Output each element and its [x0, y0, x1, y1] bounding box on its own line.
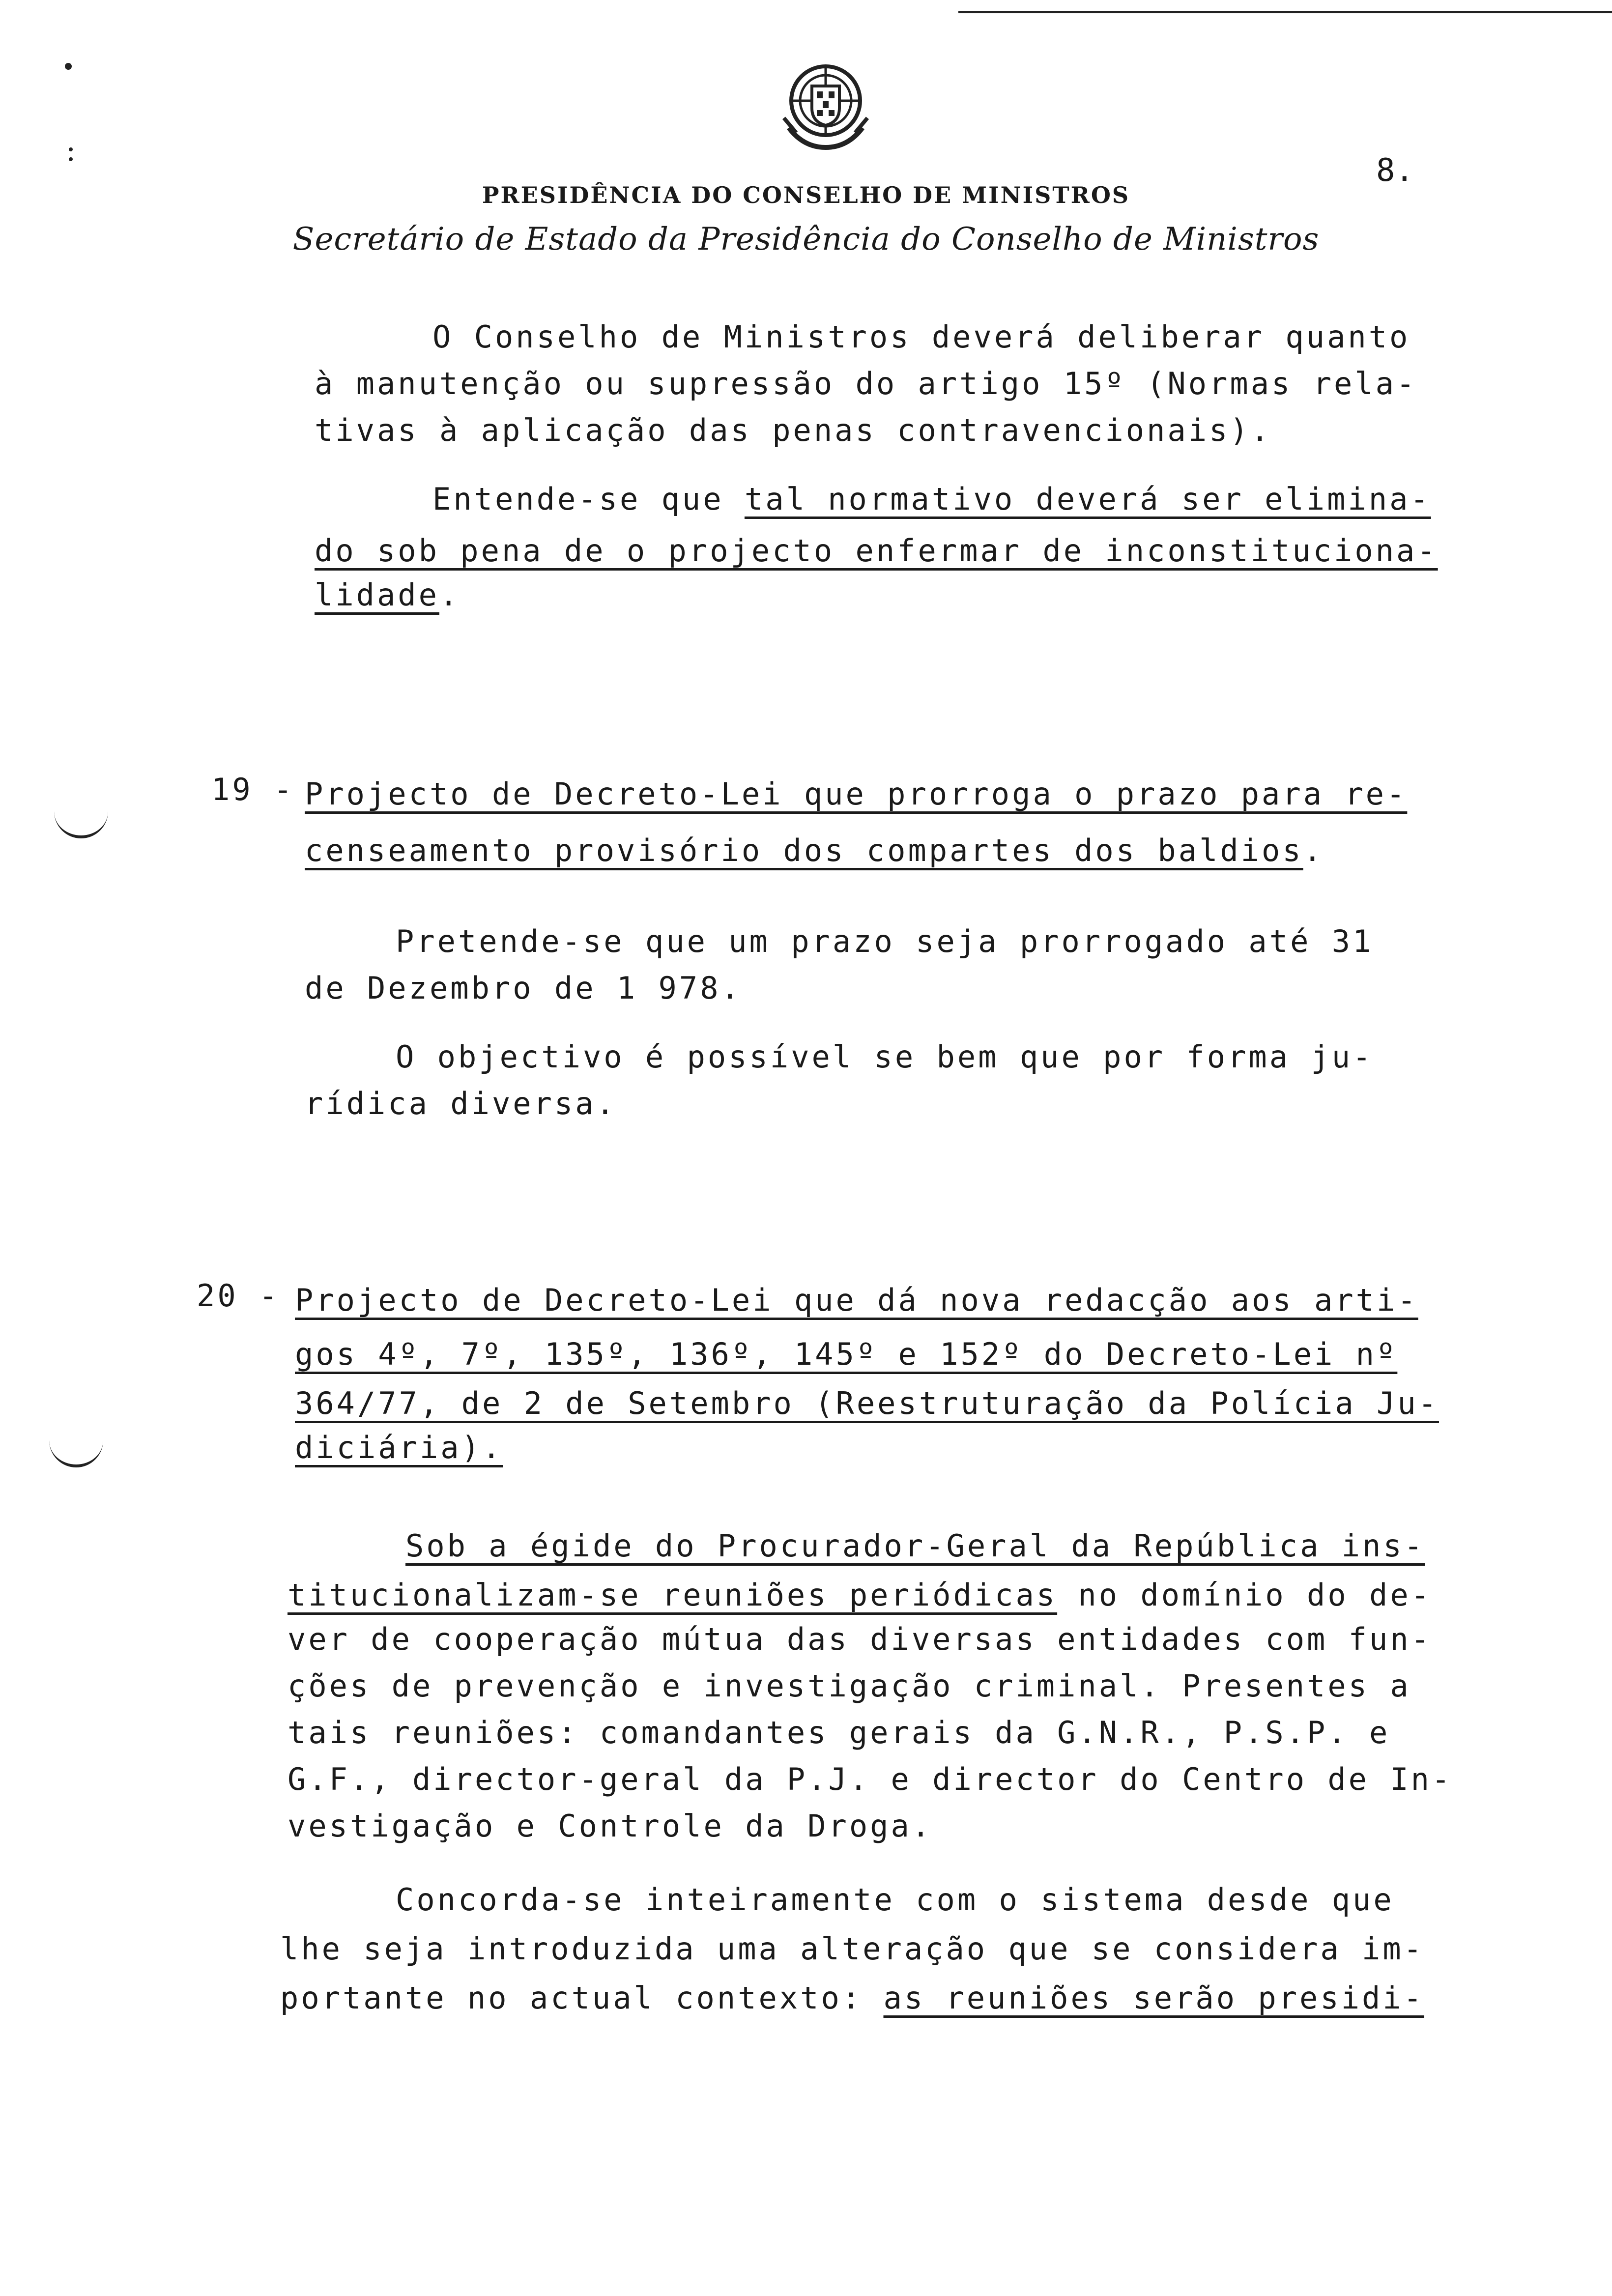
paragraph-line: ver de cooperação mútua das diversas entidades com fun- — [288, 1621, 1432, 1657]
paragraph-line: ções de prevenção e investigação criminal. Presentes a — [288, 1668, 1411, 1704]
item-title: Projecto de Decreto-Lei que prorroga o prazo para re- — [305, 776, 1408, 812]
paragraph-line: lidade. — [315, 577, 461, 613]
paragraph-line: vestigação e Controle da Droga. — [288, 1808, 933, 1844]
paragraph-line: tivas à aplicação das penas contravencionais). — [315, 412, 1272, 448]
item-title: gos 4º, 7º, 135º, 136º, 145º e 152º do Decreto-Lei nº — [295, 1336, 1398, 1372]
item-number: 19 - — [211, 772, 295, 807]
margin-check-mark — [54, 806, 108, 838]
underlined-text: do sob pena de o projecto enfermar de inconstituciona- — [315, 533, 1438, 569]
underlined-text: tal normativo deverá ser elimina- — [744, 481, 1431, 517]
paragraph-line: Pretende-se que um prazo seja prorrogado até 31 — [396, 923, 1374, 959]
paragraph-line: titucionalizam-se reuniões periódicas no domínio do de- — [288, 1577, 1432, 1613]
margin-mark — [69, 147, 73, 151]
underlined-text: as reuniões serão presidi- — [883, 1980, 1425, 2016]
margin-check-mark — [49, 1435, 103, 1467]
underlined-text: lidade — [315, 577, 439, 613]
paragraph-line: rídica diversa. — [305, 1086, 617, 1121]
paragraph-line: de Dezembro de 1 978. — [305, 970, 742, 1006]
paragraph-line: tais reuniões: comandantes gerais da G.N.R., P.S.P. e — [288, 1715, 1390, 1751]
paragraph-line: à manutenção ou supressão do artigo 15º (Normas rela- — [315, 366, 1417, 402]
item-title: censeamento provisório dos compartes dos baldios. — [305, 832, 1324, 868]
page-number: 8. — [1376, 152, 1414, 189]
paragraph-line: O objectivo é possível se bem que por forma ju- — [396, 1039, 1374, 1075]
margin-mark — [69, 157, 73, 161]
item-title: 364/77, de 2 de Setembro (Reestruturação da Polícia Ju- — [295, 1385, 1439, 1421]
coat-of-arms-seal — [777, 59, 875, 157]
paragraph-line: Concorda-se inteiramente com o sistema desde que — [396, 1882, 1394, 1918]
underlined-text: titucionalizam-se reuniões periódicas — [288, 1577, 1058, 1613]
paragraph-line: G.F., director-geral da P.J. e director do Centro de In- — [288, 1761, 1453, 1797]
top-rule — [958, 11, 1612, 13]
margin-mark — [65, 63, 72, 70]
institution-letterhead: PRESIDÊNCIA DO CONSELHO DE MINISTROS — [482, 182, 1130, 208]
paragraph-line: lhe seja introduzida uma alteração que se considera im- — [280, 1931, 1424, 1967]
item-number: 20 - — [197, 1278, 280, 1314]
item-title: diciária). — [295, 1430, 503, 1465]
department-letterhead: Secretário de Estado da Presidência do Conselho de Ministros — [292, 221, 1320, 258]
item-title: Projecto de Decreto-Lei que dá nova redacção aos arti- — [295, 1282, 1418, 1318]
paragraph-line: O Conselho de Ministros deverá deliberar quanto — [432, 319, 1410, 355]
underlined-text: Sob a égide do Procurador-Geral da República ins- — [405, 1528, 1425, 1564]
paragraph-line: Entende-se que tal normativo deverá ser elimina- — [432, 481, 1431, 517]
paragraph-line: portante no actual contexto: as reuniões serão presidi- — [280, 1980, 1425, 2016]
